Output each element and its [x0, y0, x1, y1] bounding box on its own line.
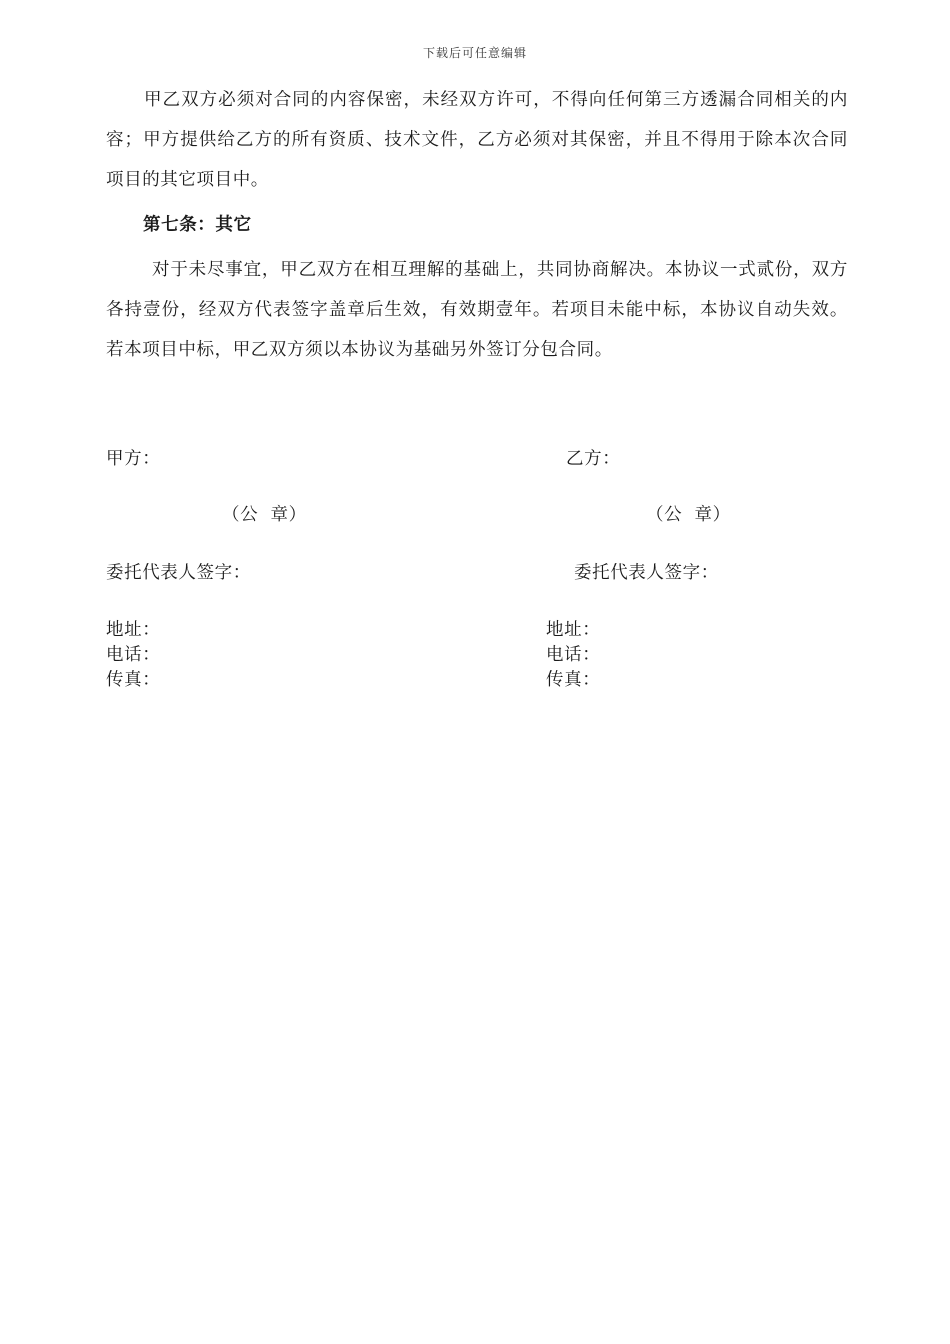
party-a-representative-signature: 委托代表人签字： [106, 563, 251, 583]
party-a-phone: 电话： [106, 645, 161, 665]
party-b-phone: 电话： [546, 645, 601, 665]
party-b-seal: （公 章） [646, 505, 731, 525]
party-b-contact-block [546, 618, 600, 693]
party-b-representative-signature: 委托代表人签字： [574, 563, 719, 583]
party-b-fax: 传真： [546, 670, 601, 690]
other-matters-paragraph: 对于未尽事宜，甲乙双方在相互理解的基础上，共同协商解决。本协议一式贰份，双方各持壹份，经双方代表签字盖章后生效，有效期壹年。若项目未能中标，本协议自动失效。若本项目中标，甲乙双方须以本协议为基础另外签订分包合同。 [106, 260, 848, 360]
party-b-address: 地址： [546, 620, 601, 640]
party-a-seal: （公 章） [222, 505, 307, 525]
party-a-contact-block [106, 618, 160, 693]
section-heading-article-seven: 第七条：其它 [143, 215, 252, 235]
party-b-label: 乙方： [566, 449, 621, 469]
confidentiality-paragraph: 甲乙双方必须对合同的内容保密，未经双方许可，不得向任何第三方透漏合同相关的内容；甲方提供给乙方的所有资质、技术文件，乙方必须对其保密，并且不得用于除本次合同项目的其它项目中。 [106, 90, 848, 190]
party-a-fax: 传真： [106, 670, 161, 690]
party-a-address: 地址： [106, 620, 161, 640]
page-header-note: 下载后可任意编辑 [422, 46, 527, 60]
party-a-label: 甲方： [106, 449, 161, 469]
